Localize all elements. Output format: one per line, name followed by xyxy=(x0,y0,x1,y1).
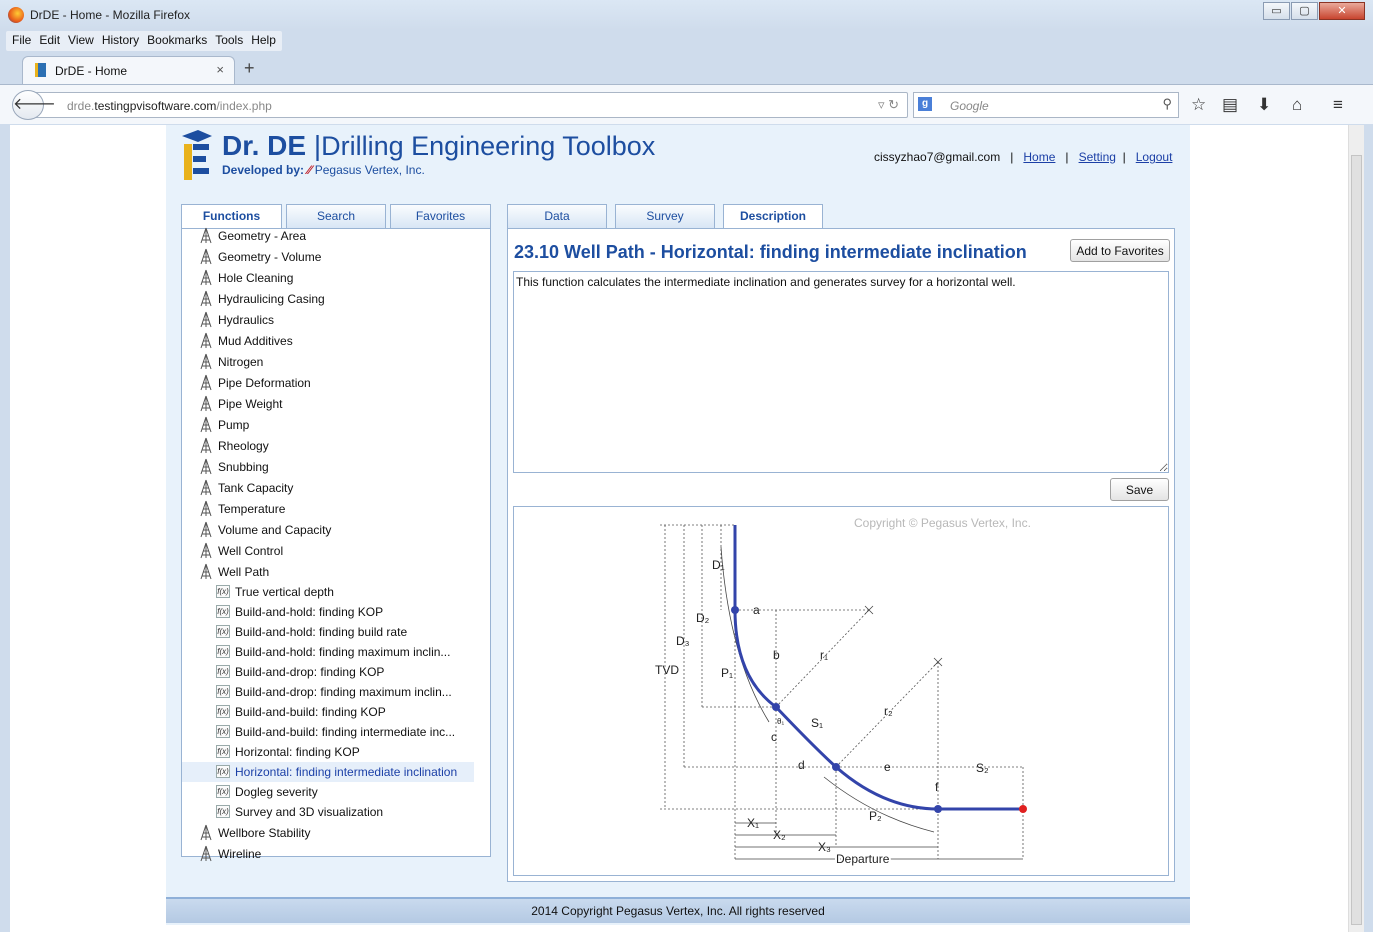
tree-function-item[interactable] xyxy=(182,742,474,762)
save-button[interactable]: Save xyxy=(1110,478,1169,501)
window-title: DrDE - Home - Mozilla Firefox xyxy=(30,8,191,22)
function-title: 23.10 Well Path - Horizontal: finding intermediate inclination xyxy=(514,242,1027,262)
svg-text:P₁: P₁ xyxy=(721,666,734,680)
user-bar: cissyzhao7@gmail.com | Home | Setting | Logout xyxy=(874,150,1173,164)
tree-category[interactable] xyxy=(182,843,474,864)
tree-function-label: Dogleg severity xyxy=(235,785,318,799)
tree-function-item[interactable] xyxy=(182,622,474,642)
site-favicon-icon xyxy=(35,63,46,77)
menu-view[interactable]: View xyxy=(68,33,94,47)
tree-category-label: Pump xyxy=(218,418,250,432)
tab-close-icon[interactable]: × xyxy=(216,62,224,77)
navigation-bar xyxy=(0,84,1373,124)
svg-text:S₂: S₂ xyxy=(976,761,989,775)
tree-category-label: Pipe Weight xyxy=(218,397,283,411)
diagram-copyright: Copyright © Pegasus Vertex, Inc. xyxy=(854,516,1031,530)
function-detail-panel xyxy=(507,228,1175,882)
function-tree-panel xyxy=(181,228,491,861)
tab-favorites[interactable]: Favorites xyxy=(390,204,491,228)
derrick-icon xyxy=(200,417,212,432)
tree-category-label: Tank Capacity xyxy=(218,481,294,495)
home-icon[interactable]: ⌂ xyxy=(1292,95,1303,114)
tree-category-label: Temperature xyxy=(218,502,286,516)
search-bar[interactable] xyxy=(913,92,1179,118)
tree-category-label: Rheology xyxy=(218,439,269,453)
tree-category-label: Pipe Deformation xyxy=(218,376,311,390)
well-path-diagram xyxy=(513,506,1169,876)
function-icon: f(x) xyxy=(217,767,229,776)
svg-text:D₂: D₂ xyxy=(696,611,710,625)
tree-category[interactable] xyxy=(182,288,474,309)
tree-category[interactable] xyxy=(182,498,474,519)
add-to-favorites-button[interactable]: Add to Favorites xyxy=(1070,239,1170,262)
tree-category-label: Hydraulicing Casing xyxy=(218,292,325,306)
new-tab-icon[interactable]: + xyxy=(244,58,255,78)
svg-text:X₂: X₂ xyxy=(773,828,786,842)
home-link[interactable]: Home xyxy=(1023,150,1056,164)
setting-link[interactable]: Setting xyxy=(1078,150,1116,164)
svg-text:S₁: S₁ xyxy=(811,716,824,730)
function-icon: f(x) xyxy=(217,647,229,656)
tree-category-label: Mud Additives xyxy=(218,334,293,348)
tab-data[interactable]: Data xyxy=(507,204,607,228)
derrick-icon xyxy=(200,228,212,243)
tree-category-label: Wellbore Stability xyxy=(218,826,311,840)
derrick-icon xyxy=(200,501,212,516)
derrick-icon xyxy=(200,543,212,558)
derrick-icon xyxy=(200,825,212,840)
derrick-icon xyxy=(200,270,212,285)
svg-text:b: b xyxy=(773,648,780,662)
tree-function-item[interactable] xyxy=(182,582,474,602)
maximize-button[interactable]: ▢ xyxy=(1291,2,1318,20)
function-icon: f(x) xyxy=(217,747,229,756)
tree-category-label: Well Path xyxy=(218,565,270,579)
menu-help[interactable]: Help xyxy=(251,33,276,47)
svg-text:TVD: TVD xyxy=(655,663,679,677)
tree-function-item[interactable] xyxy=(182,722,474,742)
function-icon: f(x) xyxy=(217,707,229,716)
developed-by: Developed by: ⁄⁄ Pegasus Vertex, Inc. xyxy=(222,163,425,177)
tab-search[interactable]: Search xyxy=(286,204,386,228)
tree-category[interactable] xyxy=(182,477,474,498)
svg-text:e: e xyxy=(884,760,891,774)
tree-function-label: Survey and 3D visualization xyxy=(235,805,384,819)
search-icon[interactable]: ⚲ xyxy=(1162,96,1172,111)
svg-text:Departure: Departure xyxy=(836,852,890,866)
reading-list-icon[interactable]: ▤ xyxy=(1222,95,1239,114)
back-button[interactable]: 🡐 xyxy=(12,90,44,120)
svg-text:D₃: D₃ xyxy=(676,634,690,648)
well-path-svg xyxy=(514,507,1168,875)
tree-function-label: Build-and-build: finding intermediate inc... xyxy=(235,725,456,739)
svg-text:P₂: P₂ xyxy=(869,809,882,823)
function-icon: f(x) xyxy=(217,607,229,616)
tree-function-label: True vertical depth xyxy=(235,585,334,599)
tab-survey[interactable]: Survey xyxy=(615,204,715,228)
page-scrollbar[interactable] xyxy=(1348,125,1364,932)
tree-category-label: Well Control xyxy=(218,544,284,558)
firefox-icon xyxy=(8,7,24,23)
tree-category-label: Geometry - Area xyxy=(218,229,307,243)
tree-category[interactable] xyxy=(182,414,474,435)
menu-history[interactable]: History xyxy=(101,33,140,47)
menu-edit[interactable]: Edit xyxy=(39,33,61,47)
brand-title: Dr. DE |Drilling Engineering Toolbox xyxy=(222,130,656,161)
tree-category[interactable] xyxy=(182,309,474,330)
title-bar xyxy=(0,0,1373,30)
tree-function-label: Build-and-drop: finding maximum inclin... xyxy=(235,685,452,699)
google-icon: g xyxy=(918,97,932,111)
tree-category-label: Snubbing xyxy=(218,460,269,474)
function-icon: f(x) xyxy=(217,627,229,636)
derrick-icon xyxy=(200,333,212,348)
url-text: drde.testingpvisoftware.com/index.php xyxy=(67,99,272,113)
tree-function-label: Build-and-hold: finding KOP xyxy=(235,605,384,619)
derrick-icon xyxy=(200,291,212,306)
tree-category-label: Hole Cleaning xyxy=(218,271,294,285)
tree-category[interactable] xyxy=(182,561,474,582)
menu-bookmarks[interactable]: Bookmarks xyxy=(147,33,208,47)
menu-file[interactable]: File xyxy=(12,33,32,47)
tree-category[interactable] xyxy=(182,246,474,267)
svg-text:a: a xyxy=(753,603,760,617)
tree-category[interactable] xyxy=(182,351,474,372)
derrick-icon xyxy=(200,438,212,453)
derrick-icon xyxy=(200,480,212,495)
tree-category[interactable] xyxy=(182,540,474,561)
logout-link[interactable]: Logout xyxy=(1135,150,1173,164)
description-textarea[interactable] xyxy=(513,271,1169,473)
tree-function-label: Build-and-hold: finding maximum inclin... xyxy=(235,645,451,659)
tree-category[interactable] xyxy=(182,456,474,477)
derrick-icon xyxy=(200,396,212,411)
svg-text:r₂: r₂ xyxy=(884,704,893,718)
function-tree xyxy=(182,225,474,864)
svg-text:X₁: X₁ xyxy=(747,816,760,830)
derrick-icon xyxy=(200,459,212,474)
function-icon: f(x) xyxy=(217,667,229,676)
tree-category[interactable] xyxy=(182,372,474,393)
tree-category[interactable] xyxy=(182,519,474,540)
tree-category[interactable] xyxy=(182,267,474,288)
menu-tools[interactable]: Tools xyxy=(215,33,244,47)
star-icon[interactable]: ☆ xyxy=(1191,95,1207,114)
search-placeholder: Google xyxy=(950,99,989,113)
svg-text:r₁: r₁ xyxy=(820,648,829,662)
tree-function-label: Build-and-build: finding KOP xyxy=(235,705,386,719)
derrick-icon xyxy=(200,522,212,537)
tree-category[interactable] xyxy=(182,393,474,414)
page-scrollbar-thumb[interactable] xyxy=(1351,155,1362,925)
tree-function-item[interactable] xyxy=(182,762,474,782)
tree-category-label: Volume and Capacity xyxy=(218,523,332,537)
tree-category-label: Wireline xyxy=(218,847,262,861)
derrick-icon xyxy=(200,564,212,579)
function-icon: f(x) xyxy=(217,787,229,796)
tab-functions[interactable]: Functions xyxy=(181,204,282,229)
function-icon: f(x) xyxy=(217,587,229,596)
tree-category[interactable] xyxy=(182,225,474,246)
derrick-icon xyxy=(200,312,212,327)
user-email: cissyzhao7@gmail.com xyxy=(874,150,1001,164)
tree-function-item[interactable] xyxy=(182,642,474,662)
tab-description[interactable]: Description xyxy=(723,204,823,229)
svg-text:X₃: X₃ xyxy=(818,840,831,854)
tree-category[interactable] xyxy=(182,435,474,456)
tab-title: DrDE - Home xyxy=(55,64,128,78)
download-icon[interactable]: ⬇ xyxy=(1257,95,1272,114)
tree-function-item[interactable] xyxy=(182,702,474,722)
page-footer: 2014 Copyright Pegasus Vertex, Inc. All rights reserved xyxy=(166,897,1190,923)
tree-function-label: Horizontal: finding KOP xyxy=(235,745,360,759)
tree-function-item[interactable] xyxy=(182,802,474,822)
tree-category-label: Nitrogen xyxy=(218,355,264,369)
svg-text:c: c xyxy=(771,730,777,744)
tree-function-item[interactable] xyxy=(182,782,474,802)
derrick-icon xyxy=(200,354,212,369)
svg-text:D₁: D₁ xyxy=(712,558,725,572)
tree-category-label: Hydraulics xyxy=(218,313,275,327)
svg-text:θ₁: θ₁ xyxy=(777,717,785,726)
derrick-icon xyxy=(200,375,212,390)
menu-bar xyxy=(6,31,282,51)
close-window-button[interactable]: ✕ xyxy=(1319,2,1365,20)
function-icon: f(x) xyxy=(217,807,229,816)
tree-function-item[interactable] xyxy=(182,682,474,702)
function-icon: f(x) xyxy=(217,687,229,696)
menu-icon[interactable]: ≡ xyxy=(1333,95,1343,114)
function-icon: f(x) xyxy=(217,727,229,736)
tree-category-label: Geometry - Volume xyxy=(218,250,322,264)
tree-function-label: Build-and-drop: finding KOP xyxy=(235,665,385,679)
tree-category[interactable] xyxy=(182,822,474,843)
url-bar[interactable] xyxy=(28,92,908,118)
svg-text:d: d xyxy=(798,758,805,772)
derrick-icon xyxy=(200,249,212,264)
tree-function-item[interactable] xyxy=(182,662,474,682)
derrick-icon xyxy=(200,846,212,861)
tree-category[interactable] xyxy=(182,330,474,351)
svg-text:f: f xyxy=(935,780,939,794)
tree-function-label: Horizontal: finding intermediate inclination xyxy=(235,765,458,779)
minimize-button[interactable]: ▭ xyxy=(1263,2,1290,20)
reload-icon[interactable]: ▿ ↻ xyxy=(877,97,899,112)
browser-tab[interactable] xyxy=(22,56,235,84)
tree-function-label: Build-and-hold: finding build rate xyxy=(235,625,408,639)
drde-logo-icon xyxy=(180,128,214,182)
tree-function-item[interactable] xyxy=(182,602,474,622)
